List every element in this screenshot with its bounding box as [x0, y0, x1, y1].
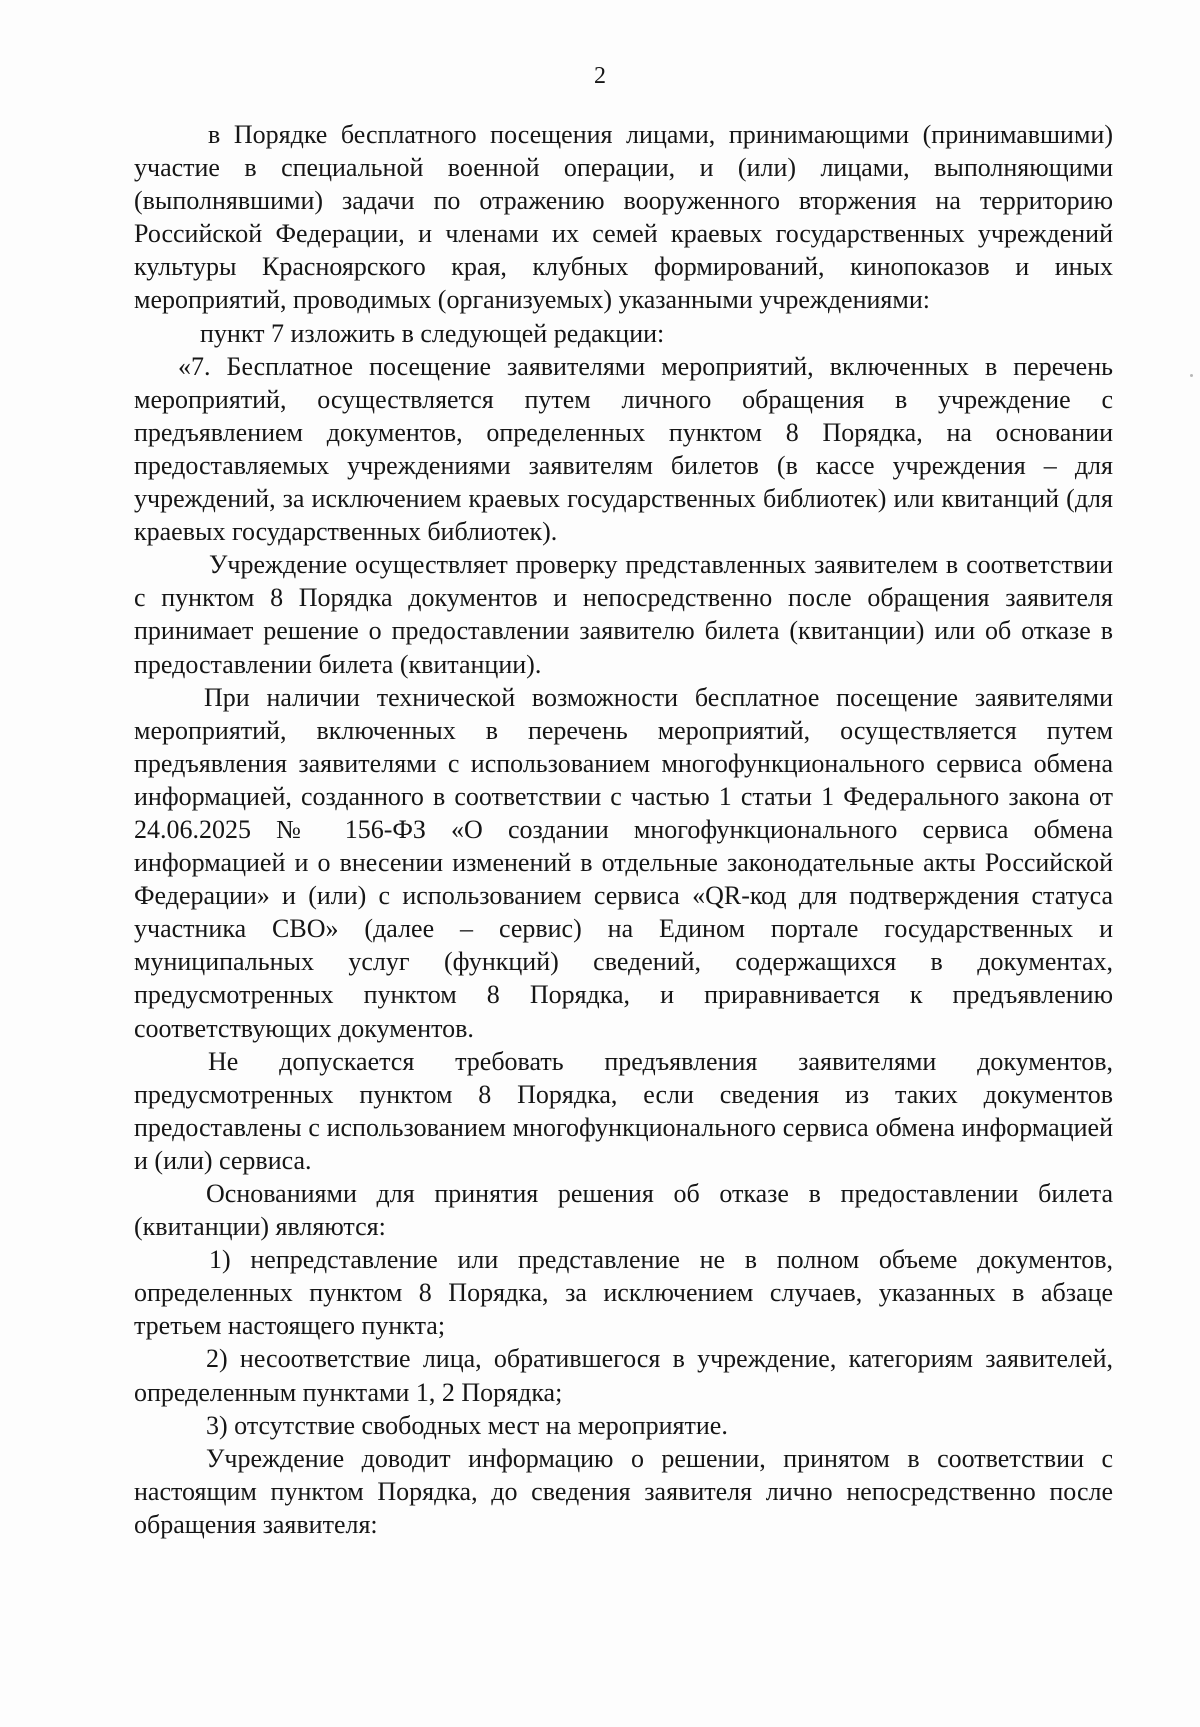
paragraph-instruction: пункт 7 изложить в следующей редакции: — [200, 318, 665, 348]
scan-mark — [1190, 374, 1193, 377]
paragraph-check: Учреждение осуществляет проверку представленных заявителем в соответствии с пунктом 8 Порядка документов и непосредственно после обращения заявителя принимает решение о предоставлении заявителю билета (квитанции) или об отказе в предоставлении билета (квитанции). — [134, 550, 1113, 679]
paragraph-technical-possibility: При наличии технической возможности бесплатное посещение заявителями мероприятий, включенных в перечень мероприятий, осуществляется путем предъявления заявителями с использованием многофункционального сервиса обмена информацией, созданного в соответствии с частью 1 статьи 1 Федерального закона от 24.06.2025 № 156-ФЗ «О создании многофункционального сервиса обмена информацией и о внесении изменений в отдельные законодательные акты Российской Федерации» и (или) с использованием сервиса «QR-код для подтверждения статуса участника СВО» (далее – сервис) на Едином портале государственных и муниципальных услуг (функций) сведений, содержащихся в документах, предусмотренных пунктом 8 Порядка, и приравнивается к предъявлению соответствующих документов. — [134, 682, 1113, 1043]
paragraph-ground-3: 3) отсутствие свободных мест на мероприятие. — [206, 1410, 728, 1440]
paragraph-intro: в Порядке бесплатного посещения лицами, принимающими (принимавшими) участие в специальной военной операции, и (или) лицами, выполняющими (выполнявшими) задачи по отражению вооруженного вторжения на территорию Российской Федерации, и членами их семей краевых государственных учреждений культуры Красноярского края, клубных формирований, кинопоказов и иных мероприятий, проводимых (организуемых) указанными учреждениями: — [134, 120, 1113, 315]
paragraph-not-allowed: Не допускается требовать предъявления заявителями документов, предусмотренных пунктом 8 Порядка, если сведения из таких документов предоставлены с использованием многофункционального сервиса обмена информацией и (или) сервиса. — [134, 1046, 1113, 1175]
paragraph-ground-1: 1) непредставление или представление не в полном объеме документов, определенных пунктом 8 Порядка, за исключением случаев, указанных в абзаце третьем настоящего пункта; — [134, 1245, 1113, 1341]
paragraph-inform: Учреждение доводит информацию о решении, принятом в соответствии с настоящим пунктом Порядка, до сведения заявителя лично непосредственно после обращения заявителя: — [134, 1443, 1113, 1539]
paragraph-ground-2: 2) несоответствие лица, обратившегося в учреждение, категориям заявителей, определенным пунктами 1, 2 Порядка; — [134, 1344, 1113, 1407]
paragraph-grounds: Основаниями для принятия решения об отказе в предоставлении билета (квитанции) являются: — [134, 1179, 1113, 1242]
page-number: 2 — [594, 63, 606, 89]
document-body — [134, 118, 1113, 1541]
paragraph-point-7: «7. Бесплатное посещение заявителями мероприятий, включенных в перечень мероприятий, осуществляется путем личного обращения в учреждение с предъявлением документов, определенных пунктом 8 Порядка, на основании предоставляемых учреждениями заявителям билетов (в кассе учреждения – для учреждений, за исключением краевых государственных библиотек) или квитанций (для краевых государственных библиотек). — [134, 351, 1113, 547]
